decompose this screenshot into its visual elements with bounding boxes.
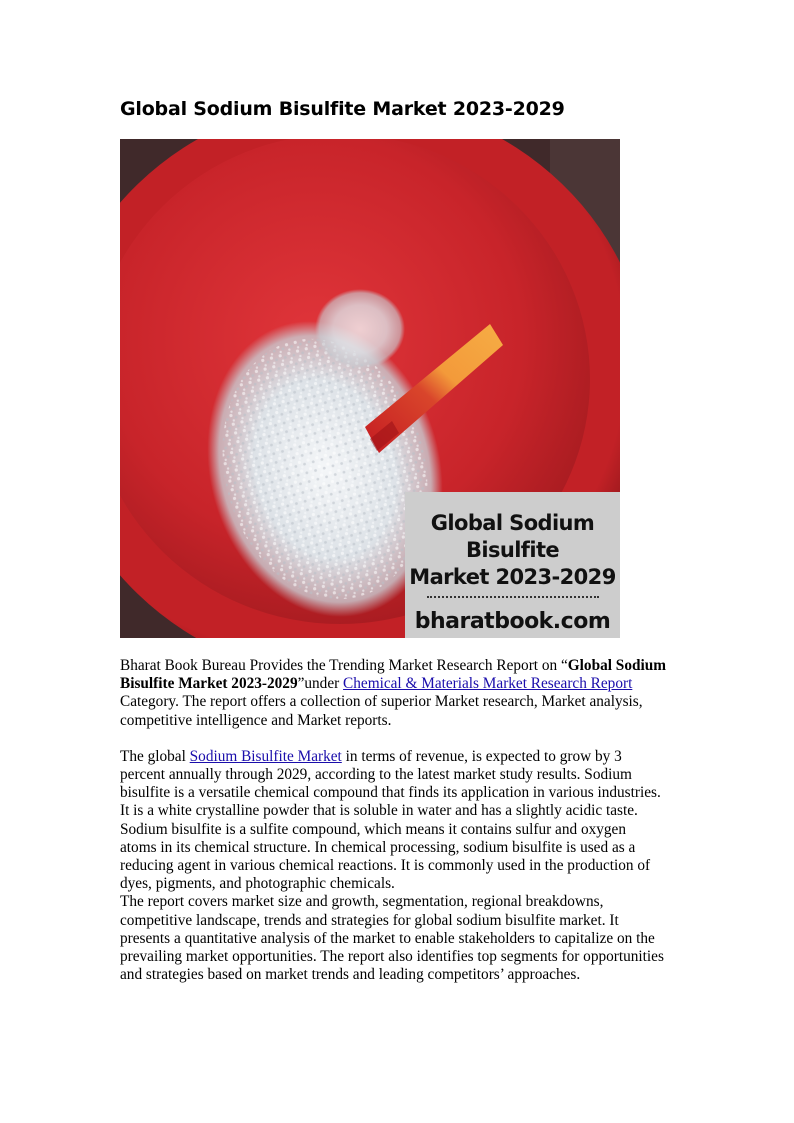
- intro-text: Bharat Book Bureau Provides the Trending Market Research Report on “: [120, 657, 568, 674]
- overlay-divider: [427, 596, 599, 598]
- overlay-website: bharatbook.com: [414, 609, 611, 634]
- overlay-title-line2: Market 2023-2029: [409, 565, 616, 589]
- category-link[interactable]: Chemical & Materials Market Research Report: [343, 675, 633, 693]
- coverage-paragraph: The report covers market size and growth, segmentation, regional breakdowns, competitive landscape, trends and strategies for global sodium bisulfite market. It presents a quantitative analysis of the market to enable stakeholders to capitalize on the prevailing market opportunities. The report also identifies top segments for opportunities and strategies based on market trends and leading competitors’ approaches.: [120, 893, 664, 984]
- market-link[interactable]: Sodium Bisulfite Market: [189, 747, 342, 765]
- image-overlay-banner: [405, 492, 620, 638]
- intro-text-2: ”under: [297, 675, 344, 693]
- report-title-bold: Global Sodium Bisulfite Market 2023-2029: [120, 657, 666, 693]
- intro-text-3: Category. The report offers a collection of superior Market research, Market analysis, competitive intelligence and Market reports.: [120, 693, 643, 729]
- overlay-title-line1: Global Sodium Bisulfite: [430, 511, 595, 562]
- market-text: The global: [120, 747, 190, 765]
- page-title: Global Sodium Bisulfite Market 2023-2029: [120, 98, 565, 120]
- hero-image: [120, 139, 620, 638]
- article-body: [120, 657, 666, 984]
- market-text-2: in terms of revenue, is expected to grow by 3 percent annually through 2029, according to the latest market study results. Sodium bisulfite is a versatile chemical compound that finds its application in various industries. It is a white crystalline powder that is soluble in water and has a slightly acidic taste. Sodium bisulfite is a sulfite compound, which means it contains sulfur and oxygen atoms in its chemical structure. In chemical processing, sodium bisulfite is used as a reducing agent in various chemical reactions. It is commonly used in the production of dyes, pigments, and photographic chemicals.: [120, 747, 661, 893]
- market-paragraph: [120, 748, 666, 894]
- intro-paragraph: [120, 657, 666, 730]
